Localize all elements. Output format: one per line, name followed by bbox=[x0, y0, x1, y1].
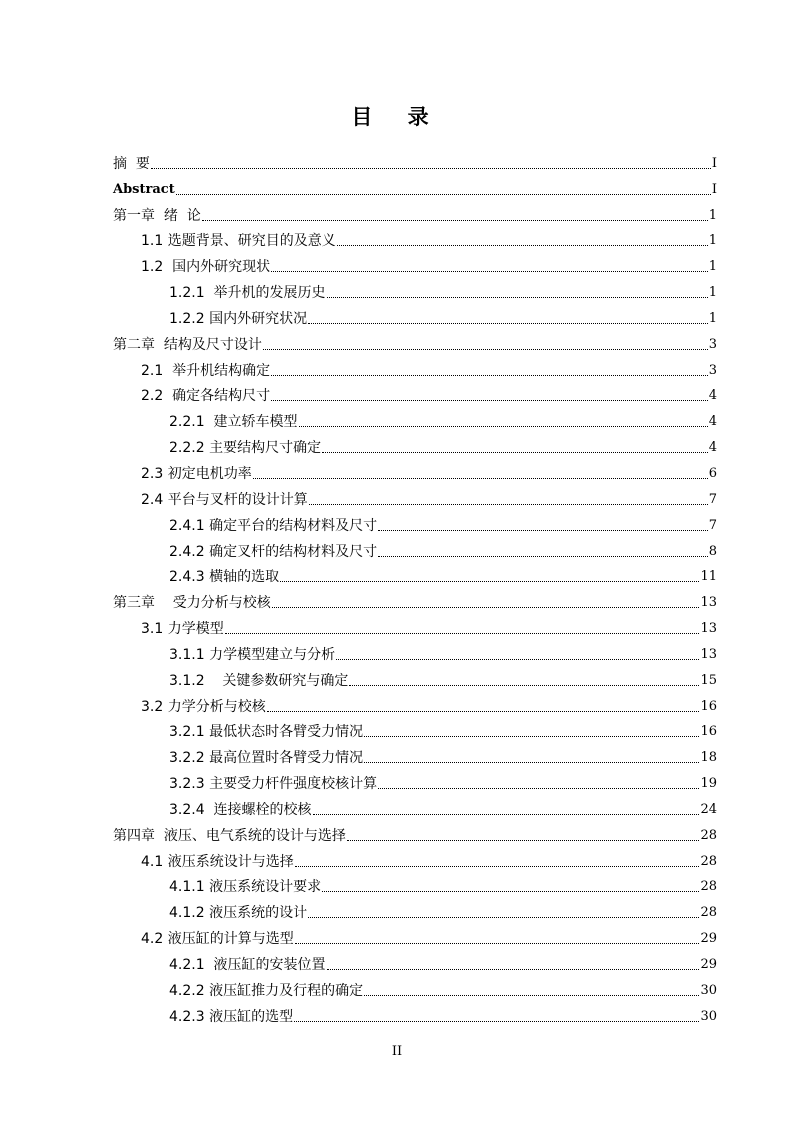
toc-entry-page: 3 bbox=[708, 336, 717, 352]
toc-entry[interactable] bbox=[113, 1000, 717, 1026]
toc-entry[interactable] bbox=[113, 664, 717, 690]
toc-entry-label: 2.2.2 主要结构尺寸确定 bbox=[169, 440, 322, 457]
toc-entry[interactable] bbox=[113, 276, 717, 302]
toc-entry-label: 摘 要 bbox=[113, 155, 150, 172]
toc-entry-page: 19 bbox=[700, 776, 717, 792]
toc-entry-page: 30 bbox=[700, 1008, 717, 1024]
dot-leader bbox=[263, 349, 708, 350]
toc-entry-label: 2.4.2 确定叉杆的结构材料及尺寸 bbox=[169, 543, 378, 560]
dot-leader bbox=[327, 297, 708, 298]
dot-leader bbox=[225, 633, 700, 634]
toc-entry-page: 15 bbox=[700, 672, 717, 688]
toc-entry[interactable] bbox=[113, 225, 717, 251]
dot-leader bbox=[295, 943, 700, 944]
toc-entry-label: 2.4.1 确定平台的结构材料及尺寸 bbox=[169, 517, 378, 534]
dot-leader bbox=[308, 323, 708, 324]
dot-leader bbox=[253, 478, 708, 479]
toc-entry-page: 1 bbox=[708, 207, 717, 223]
toc-entry-label: Abstract bbox=[113, 181, 175, 197]
toc-entry-page: 8 bbox=[708, 543, 717, 559]
toc-entry[interactable] bbox=[113, 483, 717, 509]
toc-entry-page: 1 bbox=[708, 233, 717, 249]
toc-entry-label: 2.4.3 横轴的选取 bbox=[169, 569, 280, 586]
toc-entry[interactable] bbox=[113, 716, 717, 742]
toc-entry-label: 4.1.1 液压系统设计要求 bbox=[169, 879, 322, 896]
toc-entry[interactable] bbox=[113, 819, 717, 845]
toc-entry[interactable] bbox=[113, 612, 717, 638]
toc-entry-page: 16 bbox=[700, 724, 717, 740]
toc-entry-page: 28 bbox=[700, 905, 717, 921]
toc-entry-label: 1.2 国内外研究现状 bbox=[141, 259, 271, 276]
dot-leader bbox=[378, 788, 699, 789]
dot-leader bbox=[347, 840, 700, 841]
toc-entry-label: 第一章 绪 论 bbox=[113, 207, 201, 224]
toc-entry-label: 2.2.1 建立轿车模型 bbox=[169, 414, 298, 431]
toc-entry-page: 30 bbox=[700, 982, 717, 998]
dot-leader bbox=[299, 426, 708, 427]
dot-leader bbox=[378, 556, 708, 557]
toc-entry-page: 28 bbox=[700, 879, 717, 895]
toc-entry[interactable] bbox=[113, 405, 717, 431]
toc-title: 目 录 bbox=[351, 104, 443, 129]
dot-leader bbox=[322, 891, 699, 892]
dot-leader bbox=[349, 685, 699, 686]
toc-entry-page: 13 bbox=[700, 595, 717, 611]
toc-entry-label: 2.3 初定电机功率 bbox=[141, 465, 252, 482]
dot-leader bbox=[313, 814, 700, 815]
dot-leader bbox=[295, 866, 700, 867]
dot-leader bbox=[364, 762, 699, 763]
dot-leader bbox=[151, 168, 711, 169]
toc-entry[interactable] bbox=[113, 793, 717, 819]
dot-leader bbox=[271, 375, 708, 376]
toc-entry-label: 1.2.1 举升机的发展历史 bbox=[169, 285, 326, 302]
toc-entry-page: 4 bbox=[708, 414, 717, 430]
toc-entry-page: 3 bbox=[708, 362, 717, 378]
toc-entry[interactable] bbox=[113, 586, 717, 612]
toc-entry-label: 3.2.2 最高位置时各臂受力情况 bbox=[169, 750, 364, 767]
toc-entry-page: 28 bbox=[700, 827, 717, 843]
toc-entry[interactable] bbox=[113, 561, 717, 587]
toc-entry[interactable] bbox=[113, 199, 717, 225]
toc-entry-page: 4 bbox=[708, 388, 717, 404]
toc-entry-page: 6 bbox=[708, 465, 717, 481]
toc-entry[interactable] bbox=[113, 431, 717, 457]
toc-entry-page: 1 bbox=[708, 310, 717, 326]
toc-entry[interactable] bbox=[113, 767, 717, 793]
toc-entry-label: 2.1 举升机结构确定 bbox=[141, 362, 271, 379]
toc-entry-label: 4.2.3 液压缸的选型 bbox=[169, 1008, 294, 1025]
dot-leader bbox=[378, 530, 708, 531]
toc-entry[interactable] bbox=[113, 302, 717, 328]
toc-entry-page: I bbox=[711, 181, 717, 197]
toc-entry-page: 7 bbox=[708, 491, 717, 507]
toc-entry[interactable] bbox=[113, 948, 717, 974]
toc-entry-label: 第二章 结构及尺寸设计 bbox=[113, 336, 262, 353]
dot-leader bbox=[327, 969, 700, 970]
toc-entry-page: I bbox=[711, 155, 717, 171]
dot-leader bbox=[309, 504, 708, 505]
toc-entry[interactable] bbox=[113, 380, 717, 406]
dot-leader bbox=[336, 659, 699, 660]
dot-leader bbox=[364, 995, 699, 996]
toc-entry[interactable] bbox=[113, 535, 717, 561]
toc-entry-page: 29 bbox=[700, 957, 717, 972]
toc-entry-label: 3.2 力学分析与校核 bbox=[141, 698, 266, 715]
toc-entry[interactable] bbox=[113, 173, 717, 199]
toc-entry-page: 1 bbox=[708, 285, 717, 301]
toc-entry-label: 4.1 液压系统设计与选择 bbox=[141, 853, 294, 870]
dot-leader bbox=[364, 736, 699, 737]
toc-entry-label: 第四章 液压、电气系统的设计与选择 bbox=[113, 827, 346, 844]
toc-entry[interactable] bbox=[113, 871, 717, 897]
toc-entry[interactable] bbox=[113, 896, 717, 922]
toc-entry-label: 3.1 力学模型 bbox=[141, 621, 224, 638]
toc-entry-label: 3.2.4 连接螺栓的校核 bbox=[169, 801, 312, 818]
toc-entry-page: 1 bbox=[708, 259, 717, 275]
toc-entry-label: 4.2 液压缸的计算与选型 bbox=[141, 931, 294, 948]
dot-leader bbox=[271, 400, 708, 401]
dot-leader bbox=[267, 711, 700, 712]
toc-entry-label: 1.2.2 国内外研究状况 bbox=[169, 310, 308, 327]
table-of-contents bbox=[113, 147, 717, 1026]
dot-leader bbox=[272, 607, 700, 608]
toc-entry-label: 3.1.2 关键参数研究与确定 bbox=[169, 672, 349, 689]
toc-entry[interactable] bbox=[113, 147, 717, 173]
toc-entry[interactable] bbox=[113, 354, 717, 380]
toc-entry-label: 4.2.2 液压缸推力及行程的确定 bbox=[169, 982, 364, 999]
toc-entry[interactable] bbox=[113, 638, 717, 664]
toc-entry-page: 16 bbox=[700, 698, 717, 714]
toc-entry-page: 13 bbox=[700, 621, 717, 637]
toc-entry-page: 18 bbox=[700, 750, 717, 766]
toc-entry-label: 2.2 确定各结构尺寸 bbox=[141, 388, 271, 405]
dot-leader bbox=[322, 452, 708, 453]
toc-entry-label: 3.1.1 力学模型建立与分析 bbox=[169, 646, 336, 663]
toc-entry[interactable] bbox=[113, 328, 717, 354]
toc-entry-label: 第三章 受力分析与校核 bbox=[113, 595, 271, 612]
toc-entry[interactable] bbox=[113, 922, 717, 948]
toc-entry-page: 13 bbox=[700, 646, 717, 662]
toc-entry-label: 1.1 选题背景、研究目的及意义 bbox=[141, 233, 336, 250]
dot-leader bbox=[294, 1021, 699, 1022]
toc-entry-page: 24 bbox=[700, 801, 717, 817]
toc-entry[interactable] bbox=[113, 974, 717, 1000]
toc-entry-page: 11 bbox=[700, 569, 717, 585]
toc-entry-label: 4.1.2 液压系统的设计 bbox=[169, 905, 308, 922]
dot-leader bbox=[308, 917, 699, 918]
page-number: II bbox=[391, 1044, 403, 1059]
toc-entry[interactable] bbox=[113, 690, 717, 716]
dot-leader bbox=[176, 194, 711, 195]
toc-entry-page: 29 bbox=[700, 931, 717, 947]
dot-leader bbox=[271, 271, 708, 272]
toc-entry[interactable] bbox=[113, 741, 717, 767]
toc-entry-page: 4 bbox=[708, 440, 717, 456]
toc-entry[interactable] bbox=[113, 845, 717, 871]
toc-entry-label: 2.4 平台与叉杆的设计计算 bbox=[141, 491, 308, 508]
dot-leader bbox=[280, 581, 699, 582]
toc-entry-label: 3.2.3 主要受力杆件强度校核计算 bbox=[169, 776, 378, 793]
toc-entry-page: 28 bbox=[700, 853, 717, 869]
toc-entry[interactable] bbox=[113, 509, 717, 535]
toc-entry-label: 3.2.1 最低状态时各臂受力情况 bbox=[169, 724, 364, 741]
dot-leader bbox=[337, 245, 708, 246]
toc-entry[interactable] bbox=[113, 457, 717, 483]
toc-entry-label: 4.2.1 液压缸的安装位置 bbox=[169, 957, 326, 973]
toc-entry[interactable] bbox=[113, 250, 717, 276]
dot-leader bbox=[202, 220, 708, 221]
toc-entry-page: 7 bbox=[708, 517, 717, 533]
